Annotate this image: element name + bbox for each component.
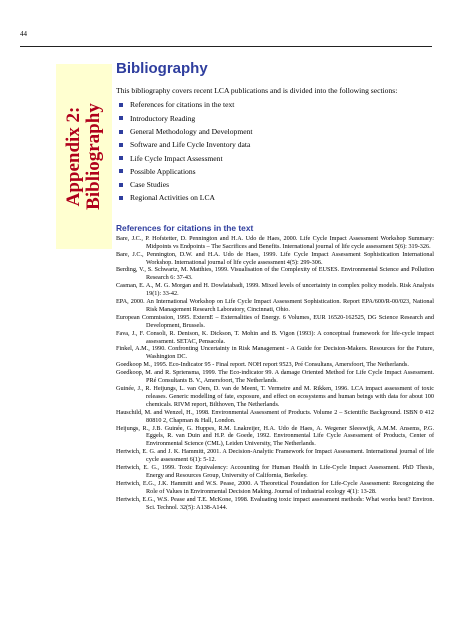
reference-entry: Goedkoop, M. and R. Spriensma, 1999. The Eco-indicator 99. A damage Oriented Method for Life Cycle Impact Assessment. PRé Consultants B. V., Amersfoort, The Netherlands. [116, 369, 434, 385]
reference-entry: Guinée, J., R. Heijungs, L. van Oers, D. van de Meent, T. Vermeire and M. Rikken, 1996. LCA impact assessment of toxic releases. Generic modelling of fate, exposure, and effect on ecosystems and human beings with data for about 100 chemicals. RIVM report, Bilthoven, The Netherlands. [116, 385, 434, 408]
main-content [116, 60, 434, 512]
reference-entry: Bare, J.C., Pennington, D.W. and H.A. Udo de Haes, 1999. Life Cycle Impact Assessment Sophistication International Workshop. International journal of life cycle assessment 4(5): 299-306. [116, 250, 434, 266]
reference-entry: Goedkoop M., 1995. Eco-Indicator 95 - Final report. NOH report 9523, Pré Consultans, Amersfoort, The Netherlands. [116, 361, 409, 369]
header-rule [20, 46, 432, 47]
sidebar-title-line2: Bibliography [83, 103, 104, 210]
section-list-item: Case Studies [118, 178, 434, 191]
section-list-item: Regional Activities on LCA [118, 191, 434, 204]
page-title: Bibliography [116, 60, 208, 77]
section-list [118, 98, 434, 204]
reference-entry: Fava, J., F. Consoli, R. Denison, K. Dickson, T. Mohin and B. Vigon (1993): A conceptual framework for life-cycle impact assessment. SETAC, Pensacola. [116, 329, 434, 345]
section-list-item: Introductory Reading [118, 112, 434, 125]
reference-entry: EPA, 2000. An International Workshop on Life Cycle Impact Assessment Sophistication. Report EPA/600/R-00/023, National Risk Management Research Laboratory, Cincinnati, Ohio. [116, 298, 434, 313]
reference-list [116, 235, 434, 512]
reference-entry: European Commission, 1995. ExternE – Externalities of Energy. 6 Volumes, EUR 16520-162525, DG Science Research and Development, Brussels. [116, 313, 434, 329]
section-list-item: Life Cycle Impact Assessment [118, 152, 434, 165]
reference-entry: Heijungs, R., J.B. Guinée, G. Huppes, R.M. Lnakreijer, H.A. Udo de Haes, A. Wegener Sleeswijk, A.M.M. Ansems, P.G. Eggels, R. van Duin and H.P. de Goede, 1992. Environmental Life Cycle Assessment of Products, Center of Environmental Science (CML), Leiden University, The Netherlands. [116, 424, 434, 448]
reference-entry: Berding, V., S. Schwartz, M. Matthies, 1999. Visualisation of the Complexity of EUSES. Environmental Science and Pollution Research 6: 37-43. [116, 266, 434, 282]
page-number: 44 [20, 30, 27, 38]
sidebar-title-line1: Appendix 2: [63, 106, 84, 207]
reference-entry: Finkel, A.M., 1990. Confronting Uncertainty in Risk Management - A Guide for Decision-Makers. Resources for the Future, Washington DC. [116, 345, 434, 361]
reference-entry: Casman, E. A., M. G. Morgan and H. Dowlatabadi, 1999. Mixed levels of uncertainty in complex policy models. Risk Analysis 19(1): 33-42. [116, 282, 434, 298]
appendix-sidebar [56, 64, 112, 249]
sidebar-title [56, 64, 112, 249]
section-list-item: References for citations in the text [118, 98, 434, 111]
section-list-item: Software and Life Cycle Inventory data [118, 138, 434, 151]
references-heading: References for citations in the text [116, 222, 254, 233]
reference-entry: Hertwich, E.G., W.S. Pease and T.E. McKone, 1998. Evaluating toxic impact assessment methods: What works best? Environ. Sci. Technol. 32(5): A138-A144. [116, 495, 434, 511]
reference-entry: Bare, J.C., P. Hofstetter, D. Pennington and H.A. Udo de Haes, 2000. Life Cycle Impact Assessment Workshop Summary: Midpoints vs Endpoints – The Sacrifices and Benefits. International journal of life cycle assessment 5(6): 319-326. [116, 234, 434, 250]
reference-entry: Hertwich, E. G., 1999. Toxic Equivalency: Accounting for Human Health in Life-Cycle Impact Assessment. PhD Thesis, Energy and Resources Group, University of California, Berkeley. [116, 464, 434, 479]
intro-text: This bibliography covers recent LCA publications and is divided into the following sections: [116, 86, 398, 95]
reference-entry: Hertwich, E.G., J.K. Hammitt and W.S. Pease, 2000. A Theoretical Foundation for Life-Cycle Assessment: Recognizing the Role of Values in Environmental Decision Making. Journal of industrial ecology 4(1): 13-28. [116, 479, 434, 495]
reference-entry: Hauschild, M. and Wenzel, H., 1998. Environmental Assessment of Products. Volume 2 – Scientific Background. ISBN 0 412 80810 2, Chapman & Hall, London. [116, 408, 434, 424]
reference-entry: Hertwich, E. G. and J. K. Hammitt, 2001. A Decision-Analytic Framework for Impact Assessment. International journal of life cycle assessment 6(1): 5-12. [116, 448, 434, 464]
section-list-item: Possible Applications [118, 165, 434, 178]
section-list-item: General Methodology and Development [118, 125, 434, 138]
